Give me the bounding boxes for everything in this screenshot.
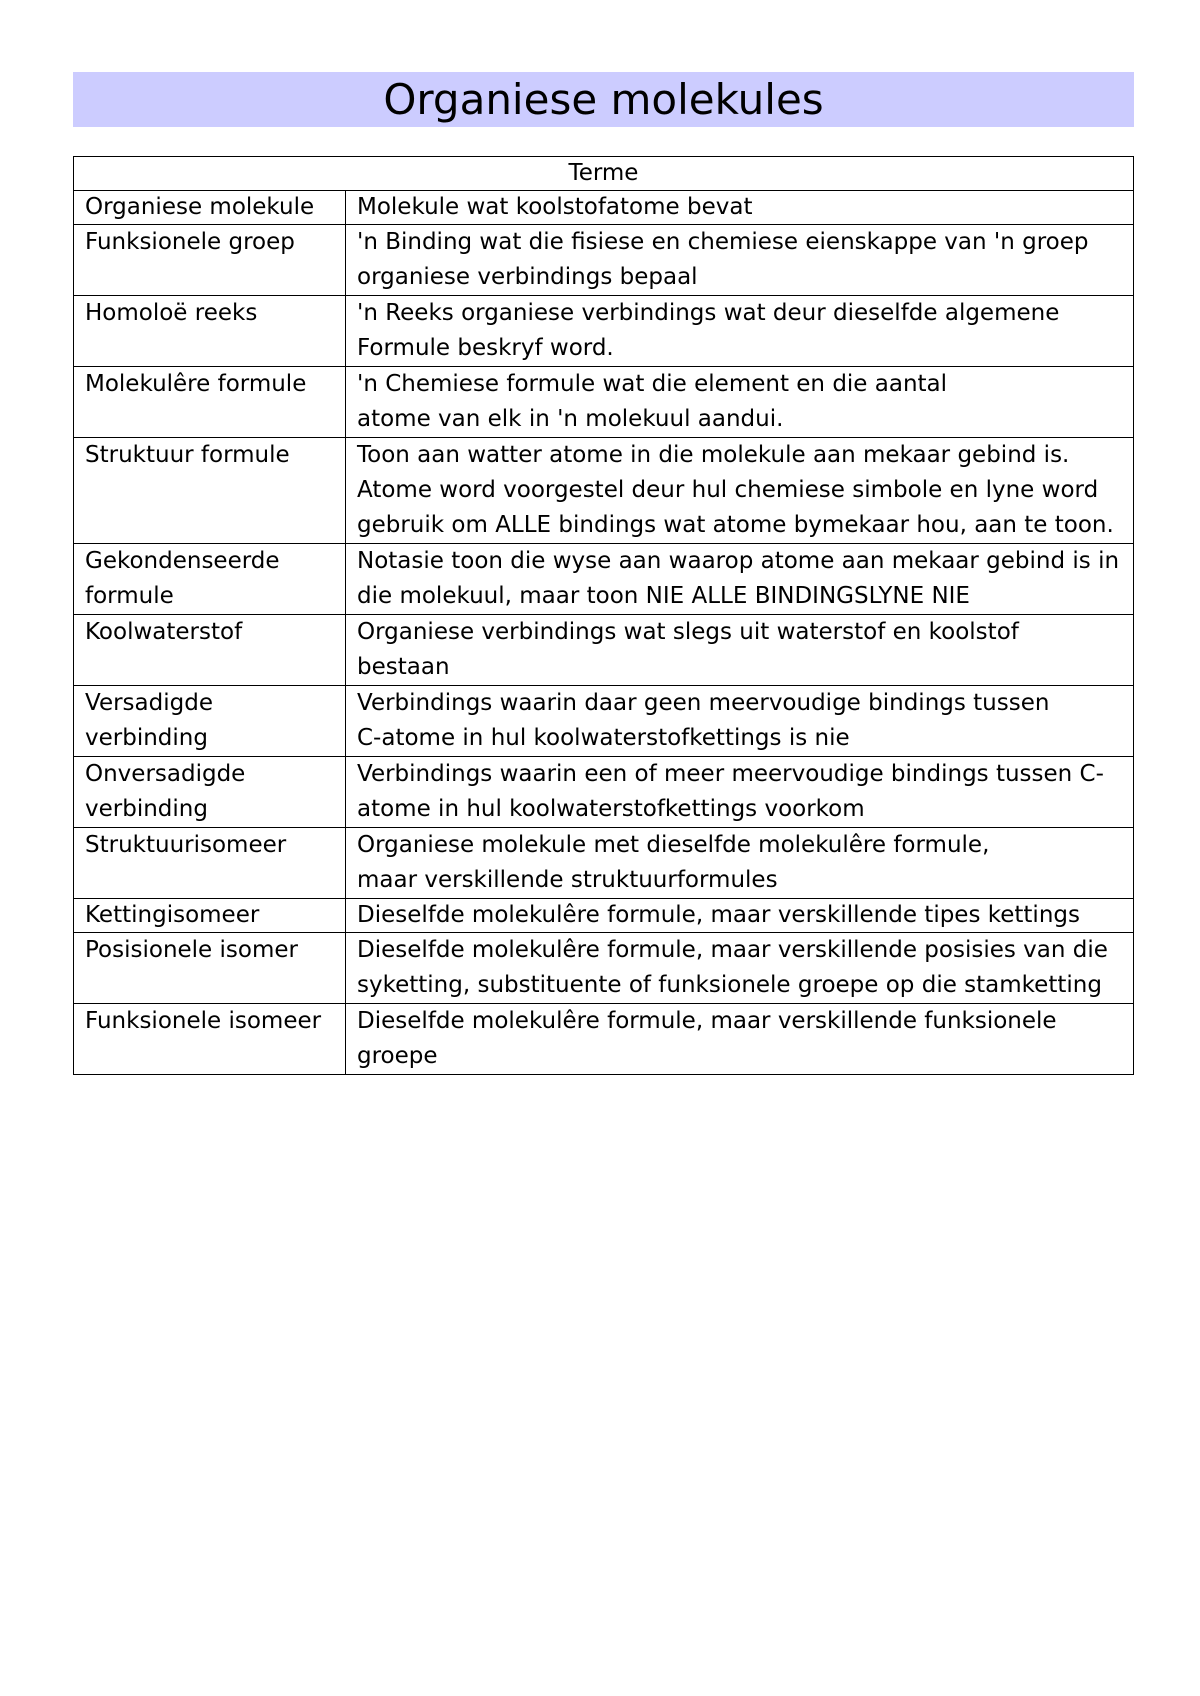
table-row (74, 296, 1134, 367)
term-cell: Struktuur formule (74, 438, 346, 544)
definition-line: gebruik om ALLE bindings wat atome bymekaar hou, aan te toon. (357, 512, 1114, 538)
term-cell: Gekondenseerde formule (74, 544, 346, 615)
definition-cell (346, 686, 1134, 757)
definition-line: Notasie toon die wyse aan waarop atome aan mekaar gebind is in (357, 548, 1120, 574)
term-cell: Homoloë reeks (74, 296, 346, 367)
definition-cell (346, 615, 1134, 686)
definition-line: Dieselfde molekulêre formule, maar verskillende tipes kettings (357, 902, 1080, 928)
definition-line: atome in hul koolwaterstofkettings voorkom (357, 796, 865, 822)
definition-line: Verbindings waarin een of meer meervoudige bindings tussen C- (357, 761, 1104, 787)
definition-line: Organiese molekule met dieselfde molekulêre formule, (357, 832, 990, 858)
term-cell: Onversadigde verbinding (74, 757, 346, 828)
definition-line: bestaan (357, 654, 450, 680)
table-header: Terme (74, 157, 1134, 191)
term-cell: Versadigde verbinding (74, 686, 346, 757)
definition-cell (346, 1004, 1134, 1075)
term-cell: Posisionele isomer (74, 933, 346, 1004)
definition-line: 'n Reeks organiese verbindings wat deur dieselfde algemene (357, 300, 1060, 326)
definition-cell (346, 544, 1134, 615)
table-row (74, 686, 1134, 757)
term-cell: Koolwaterstof (74, 615, 346, 686)
definition-line: Toon aan watter atome in die molekule aan mekaar gebind is. (357, 442, 1070, 468)
definition-line: organiese verbindings bepaal (357, 264, 698, 290)
definition-cell (346, 296, 1134, 367)
table-row (74, 225, 1134, 296)
table-row (74, 615, 1134, 686)
term-cell: Kettingisomeer (74, 899, 346, 933)
definition-cell (346, 438, 1134, 544)
table-row (74, 1004, 1134, 1075)
definition-cell (346, 828, 1134, 899)
definition-line: Formule beskryf word. (357, 335, 614, 361)
definition-line: groepe (357, 1043, 438, 1069)
definition-cell (346, 933, 1134, 1004)
definition-line: atome van elk in 'n molekuul aandui. (357, 406, 784, 432)
definition-line: 'n Binding wat die fisiese en chemiese eienskappe van 'n groep (357, 229, 1089, 255)
page-title: Organiese molekules (73, 72, 1134, 127)
table-row (74, 899, 1134, 933)
definition-cell (346, 899, 1134, 933)
term-cell: Organiese molekule (74, 191, 346, 225)
term-cell: Funksionele groep (74, 225, 346, 296)
table-row (74, 933, 1134, 1004)
term-cell: Struktuurisomeer (74, 828, 346, 899)
terms-table-body (74, 157, 1134, 1075)
table-row (74, 757, 1134, 828)
definition-line: syketting, substituente of funksionele groepe op die stamketting (357, 972, 1102, 998)
table-row (74, 191, 1134, 225)
definition-cell (346, 225, 1134, 296)
definition-cell (346, 757, 1134, 828)
definition-line: Verbindings waarin daar geen meervoudige bindings tussen (357, 690, 1050, 716)
definition-line: die molekuul, maar toon NIE ALLE BINDINGSLYNE NIE (357, 583, 970, 609)
definition-line: Atome word voorgestel deur hul chemiese simbole en lyne word (357, 477, 1099, 503)
definition-line: Organiese verbindings wat slegs uit waterstof en koolstof (357, 619, 1019, 645)
table-row (74, 828, 1134, 899)
table-row (74, 367, 1134, 438)
definition-line: 'n Chemiese formule wat die element en die aantal (357, 371, 948, 397)
table-row (74, 438, 1134, 544)
definition-cell (346, 191, 1134, 225)
table-row (74, 544, 1134, 615)
definition-cell (346, 367, 1134, 438)
definition-line: Molekule wat koolstofatome bevat (357, 194, 753, 220)
definition-line: maar verskillende struktuurformules (357, 867, 778, 893)
table-header-row (74, 157, 1134, 191)
term-cell: Molekulêre formule (74, 367, 346, 438)
definition-line: C-atome in hul koolwaterstofkettings is nie (357, 725, 850, 751)
terms-table (73, 156, 1134, 1075)
definition-line: Dieselfde molekulêre formule, maar verskillende posisies van die (357, 937, 1108, 963)
definition-line: Dieselfde molekulêre formule, maar verskillende funksionele (357, 1008, 1057, 1034)
term-cell: Funksionele isomeer (74, 1004, 346, 1075)
